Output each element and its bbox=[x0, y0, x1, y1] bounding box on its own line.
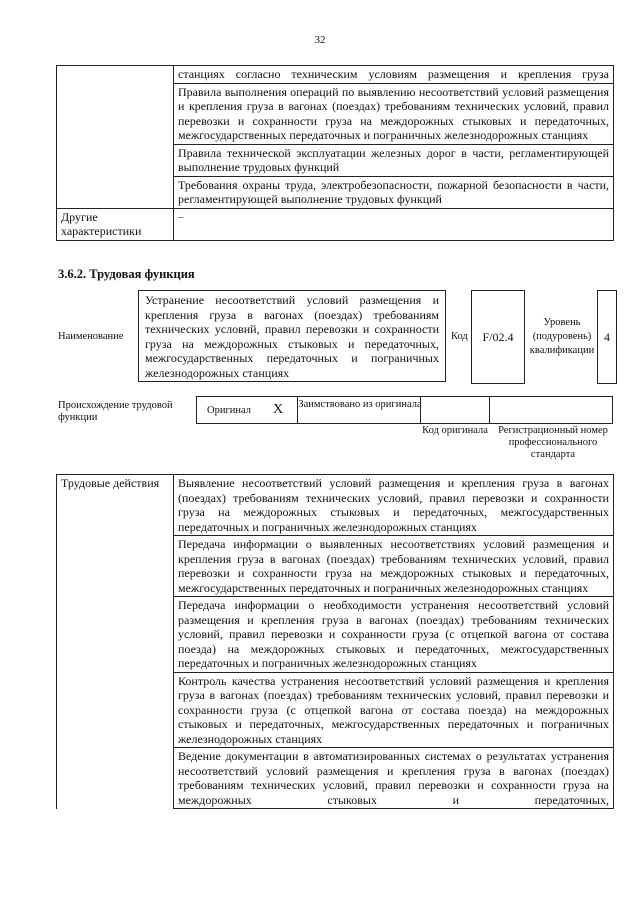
section-title: 3.6.2. Трудовая функция bbox=[58, 267, 195, 281]
labor-action-item: Передача информации о выявленных несоответствиях условий размещения и крепления груза в вагонах (поездах) требованиям технических условий, правил перевозки и сохранности груза на междорожных стыковых и передаточных, межгосударственных передаточных и пограничных железнодорожных станциях bbox=[174, 536, 614, 597]
original-cell bbox=[196, 396, 298, 424]
table-row bbox=[57, 66, 614, 84]
page-number: 32 bbox=[314, 34, 326, 46]
level-box: 4 bbox=[597, 290, 617, 384]
code-original-cell bbox=[420, 396, 490, 424]
name-label: Наименование bbox=[58, 331, 124, 342]
labor-action-item: Передача информации о необходимости устранения несоответствий условий размещения и крепления груза в вагонах (поездах) требованиям технических условий, правил перевозки и сохранности груза (с отцепкой вагона от состава поезда) на междорожных стыковых и передаточных, межгосударственных передаточных и пограничных железнодорожных станциях bbox=[174, 597, 614, 673]
code-label: Код bbox=[451, 331, 468, 342]
labor-actions-label: Трудовые действия bbox=[57, 475, 174, 809]
labor-action-item: Выявление несоответствий условий размещения и крепления груза в вагонах (поездах) требованиям технических условий, правил перевозки и сохранности груза на междорожных стыковых и передаточных, межгосударственных передаточных и пограничных железнодорожных станциях bbox=[174, 475, 614, 536]
code-box: F/02.4 bbox=[471, 290, 525, 384]
table-row bbox=[57, 475, 614, 536]
original-label: Оригинал bbox=[207, 405, 251, 416]
knowledge-item: Правила выполнения операций по выявлению несоответствий условий размещения и крепления груза в вагонах (поездах) требованиям технических условий, правил перевозки и сохранности груза на междорожных стыковых и передаточных, межгосударственных передаточных и пограничных железнодорожных станциях bbox=[174, 83, 614, 144]
labor-action-item: Контроль качества устранения несоответствий условий размещения и крепления груза в вагонах (поездах) требованиям технических условий, правил перевозки и сохранности груза (с отцепкой вагона от состава поезда) на междорожных стыковых и передаточных, межгосударственных передаточных и пограничных железнодорожных станциях bbox=[174, 672, 614, 748]
labor-actions-table bbox=[56, 474, 614, 809]
level-label: Уровень (подуровень) квалификации bbox=[529, 317, 595, 356]
original-mark: X bbox=[273, 402, 284, 417]
knowledge-item: Требования охраны труда, электробезопасности, пожарной безопасности в части, регламентирующей выполнение трудовых функций bbox=[174, 176, 614, 208]
reg-number-caption: Регистрационный номер профессионального стандарта bbox=[498, 425, 608, 460]
table-row bbox=[57, 208, 614, 240]
code-original-caption: Код оригинала bbox=[422, 425, 488, 436]
other-characteristics-value: – bbox=[174, 208, 614, 240]
knowledge-item: Правила технической эксплуатации железных дорог в части, регламентирующей выполнение трудовых функций bbox=[174, 144, 614, 176]
function-name-box: Устранение несоответствий условий размещения и крепления груза в вагонах (поездах) требованиям технических условий, правил перевозки и сохранности груза на междорожных стыковых и передаточных, межгосударственных передаточных и пограничных железнодорожных станциях bbox=[138, 290, 446, 382]
reg-number-cell bbox=[489, 396, 613, 424]
borrowed-cell bbox=[297, 396, 421, 424]
knowledge-item: станциях согласно техническим условиям размещения и крепления груза bbox=[174, 66, 614, 84]
labor-action-item: Ведение документации в автоматизированных системах о результатах устранения несоответствий условий размещения и крепления груза в вагонах (поездах) требованиям технических условий, правил перевозки и сохранности груза на междорожных стыковых и передаточных, bbox=[174, 748, 614, 809]
empty-label-cell bbox=[57, 66, 174, 209]
borrowed-label: Заимствовано из оригинала bbox=[298, 399, 422, 410]
knowledge-table bbox=[56, 65, 614, 241]
other-characteristics-label: Другие характеристики bbox=[57, 208, 174, 240]
origin-label: Происхождение трудовой функции bbox=[58, 400, 173, 423]
